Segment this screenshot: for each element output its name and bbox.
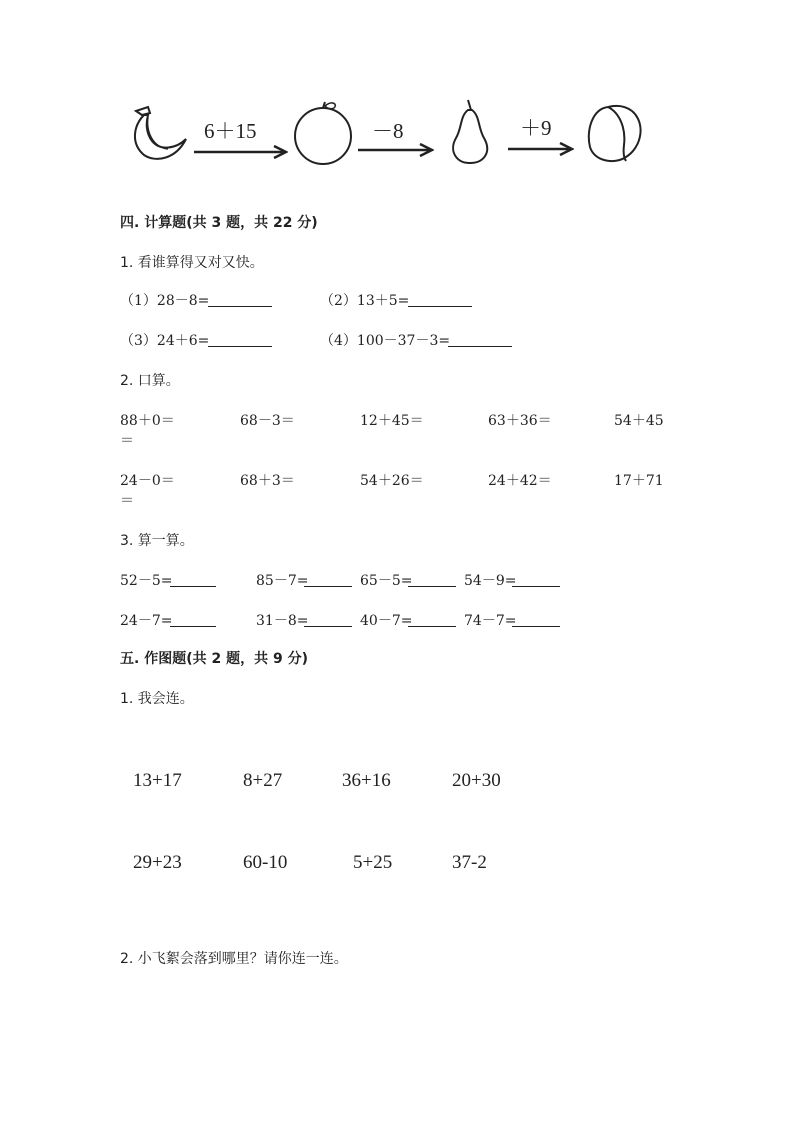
answer-blank[interactable] bbox=[408, 575, 456, 587]
q1-problem-1: （1）28－8= bbox=[120, 293, 210, 309]
question-title: 1. 看谁算得又对又快。 bbox=[120, 255, 264, 271]
match-expression[interactable]: 20+30 bbox=[452, 770, 501, 791]
answer-blank[interactable] bbox=[208, 335, 272, 347]
match-expression[interactable]: 13+17 bbox=[133, 770, 182, 791]
q1-problem-2: （2）13＋5= bbox=[320, 293, 410, 309]
apple-icon bbox=[292, 100, 354, 166]
match-expression[interactable]: 5+25 bbox=[353, 852, 393, 873]
calc-problem: 65－5= bbox=[360, 573, 413, 589]
match-expression[interactable]: 8+27 bbox=[243, 770, 283, 791]
oral-problem: 88＋0＝ bbox=[120, 413, 175, 429]
oral-problem: 17＋71 bbox=[614, 473, 664, 489]
answer-blank[interactable] bbox=[304, 615, 352, 627]
flow-op-1: 6＋15 bbox=[204, 119, 257, 143]
answer-blank[interactable] bbox=[512, 615, 560, 627]
question-title: 2. 口算。 bbox=[120, 373, 180, 389]
answer-blank[interactable] bbox=[512, 575, 560, 587]
q1-problem-3: （3）24＋6= bbox=[120, 333, 210, 349]
oral-problem-wrap: ＝ bbox=[120, 493, 134, 509]
calc-problem: 85－7= bbox=[256, 573, 309, 589]
answer-blank[interactable] bbox=[408, 615, 456, 627]
oral-problem: 24＋42＝ bbox=[488, 473, 552, 489]
match-expression[interactable]: 60-10 bbox=[243, 852, 288, 873]
calc-problem: 31－8= bbox=[256, 613, 309, 629]
q1-problem-4: （4）100－37－3= bbox=[320, 333, 451, 349]
flow-op-3: ＋9 bbox=[520, 116, 552, 140]
section-heading: 五. 作图题(共 2 题，共 9 分) bbox=[120, 651, 308, 667]
match-expression[interactable]: 37-2 bbox=[452, 852, 487, 873]
oral-problem: 68＋3＝ bbox=[240, 473, 295, 489]
flow-op-2: －8 bbox=[372, 119, 404, 143]
calc-problem: 54－9= bbox=[464, 573, 517, 589]
answer-blank[interactable] bbox=[448, 335, 512, 347]
question-title: 3. 算一算。 bbox=[120, 533, 194, 549]
pear-icon bbox=[446, 96, 494, 166]
calc-problem: 52－5= bbox=[120, 573, 173, 589]
arrow-right-icon bbox=[506, 142, 574, 156]
banana-icon bbox=[126, 103, 192, 165]
oral-problem: 63＋36＝ bbox=[488, 413, 552, 429]
answer-blank[interactable] bbox=[304, 575, 352, 587]
question-title: 1. 我会连。 bbox=[120, 691, 194, 707]
arrow-right-icon bbox=[192, 145, 288, 159]
answer-blank[interactable] bbox=[408, 295, 472, 307]
calc-problem: 40－7= bbox=[360, 613, 413, 629]
question-title: 2. 小飞絮会落到哪里？请你连一连。 bbox=[120, 951, 348, 967]
oral-problem: 24－0＝ bbox=[120, 473, 175, 489]
answer-blank[interactable] bbox=[208, 295, 272, 307]
answer-blank[interactable] bbox=[170, 575, 216, 587]
section-heading: 四. 计算题(共 3 题，共 22 分) bbox=[120, 215, 318, 231]
match-expression[interactable]: 36+16 bbox=[342, 770, 391, 791]
oral-problem-wrap: ＝ bbox=[120, 433, 134, 449]
match-expression[interactable]: 29+23 bbox=[133, 852, 182, 873]
oral-problem: 54＋45 bbox=[614, 413, 664, 429]
oral-problem: 68－3＝ bbox=[240, 413, 295, 429]
arrow-right-icon bbox=[356, 143, 434, 157]
oral-problem: 54＋26＝ bbox=[360, 473, 424, 489]
oral-problem: 12＋45＝ bbox=[360, 413, 424, 429]
calc-problem: 74－7= bbox=[464, 613, 517, 629]
calc-problem: 24－7= bbox=[120, 613, 173, 629]
peach-icon bbox=[586, 103, 648, 165]
answer-blank[interactable] bbox=[170, 615, 216, 627]
